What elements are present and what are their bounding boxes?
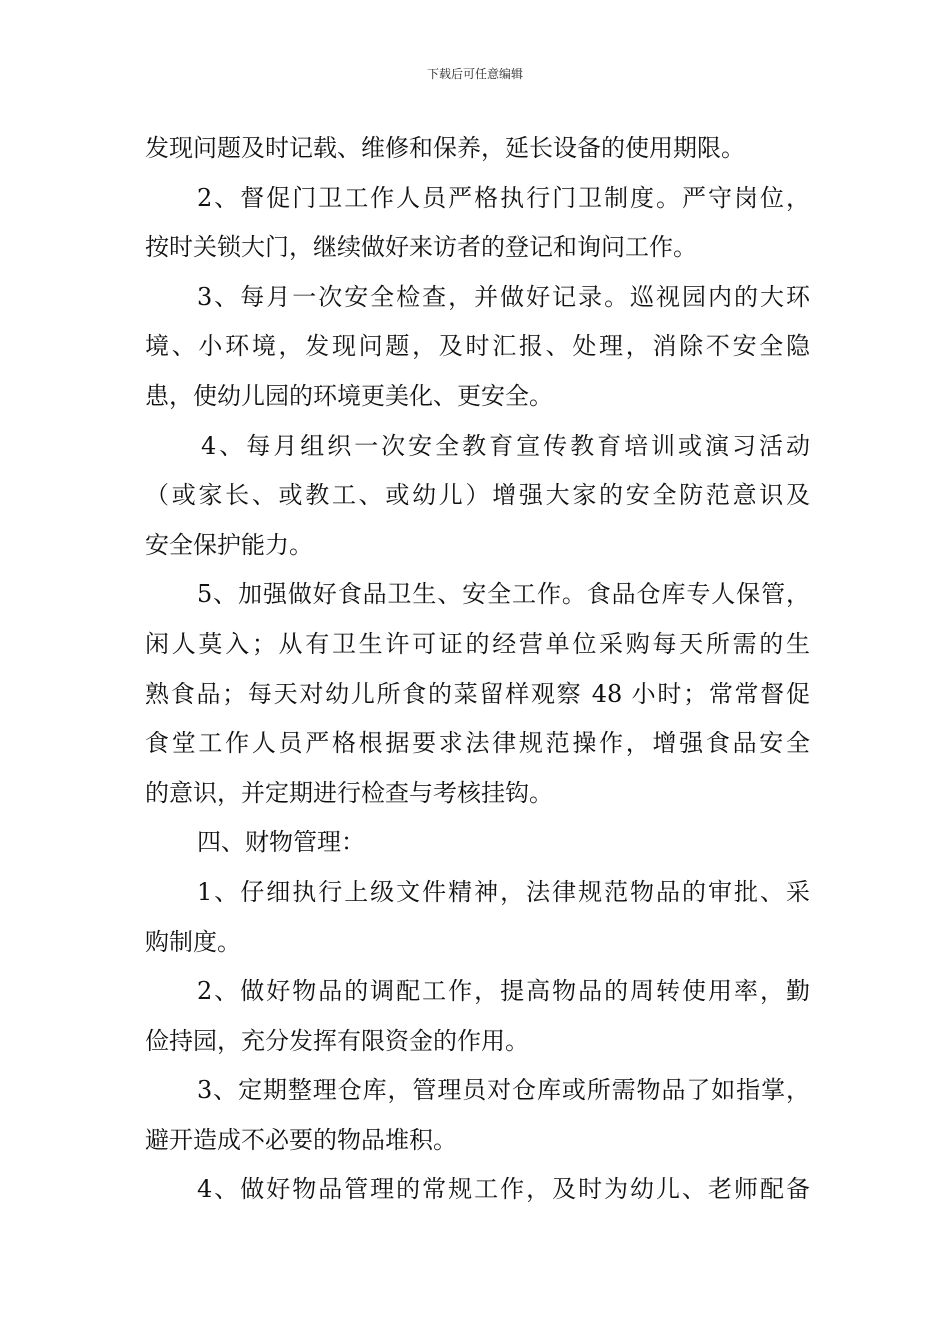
paragraph-line: 按时关锁大门，继续做好来访者的登记和询问工作。 (145, 233, 697, 262)
paragraph-line: 境、小环境，发现问题，及时汇报、处理，消除不安全隐 (145, 332, 810, 361)
paragraph-line: 2、做好物品的调配工作，提高物品的周转使用率，勤 (197, 977, 810, 1006)
paragraph-line: 的意识，并定期进行检查与考核挂钩。 (145, 778, 553, 807)
paragraph-line: 患，使幼儿园的环境更美化、更安全。 (145, 381, 553, 410)
section-heading: 四、财物管理： (197, 828, 365, 857)
paragraph-line: 3、每月一次安全检查，并做好记录。巡视园内的大环 (197, 282, 810, 311)
paragraph-line: 4、做好物品管理的常规工作，及时为幼儿、老师配备 (197, 1175, 810, 1204)
paragraph-line: 3、定期整理仓库，管理员对仓库或所需物品了如指掌， (197, 1076, 810, 1105)
paragraph-line: 1、仔细执行上级文件精神，法律规范物品的审批、采 (197, 877, 810, 906)
paragraph-line: （或家长、或教工、或幼儿）增强大家的安全防范意识及 (145, 481, 810, 510)
paragraph-line: 4、每月组织一次安全教育宣传教育培训或演习活动 (201, 431, 810, 460)
paragraph-line: 避开造成不必要的物品堆积。 (145, 1125, 457, 1154)
paragraph-line: 发现问题及时记载、维修和保养，延长设备的使用期限。 (145, 134, 745, 162)
paragraph-line: 熟食品；每天对幼儿所食的菜留样观察 48 小时；常常督促 (145, 679, 810, 708)
document-body (145, 124, 810, 1215)
paragraph-line: 闲人莫入；从有卫生许可证的经营单位采购每天所需的生 (145, 629, 810, 658)
paragraph-line: 食堂工作人员严格根据要求法律规范操作，增强食品安全 (145, 729, 810, 758)
paragraph-line: 5、加强做好食品卫生、安全工作。食品仓库专人保管， (197, 580, 810, 609)
page-header: 下载后可任意编辑 (426, 67, 523, 81)
paragraph-line: 安全保护能力。 (145, 530, 313, 559)
paragraph-line: 俭持园，充分发挥有限资金的作用。 (145, 1026, 529, 1055)
paragraph-line: 2、督促门卫工作人员严格执行门卫制度。严守岗位， (197, 183, 810, 212)
paragraph-line: 购制度。 (145, 927, 241, 956)
